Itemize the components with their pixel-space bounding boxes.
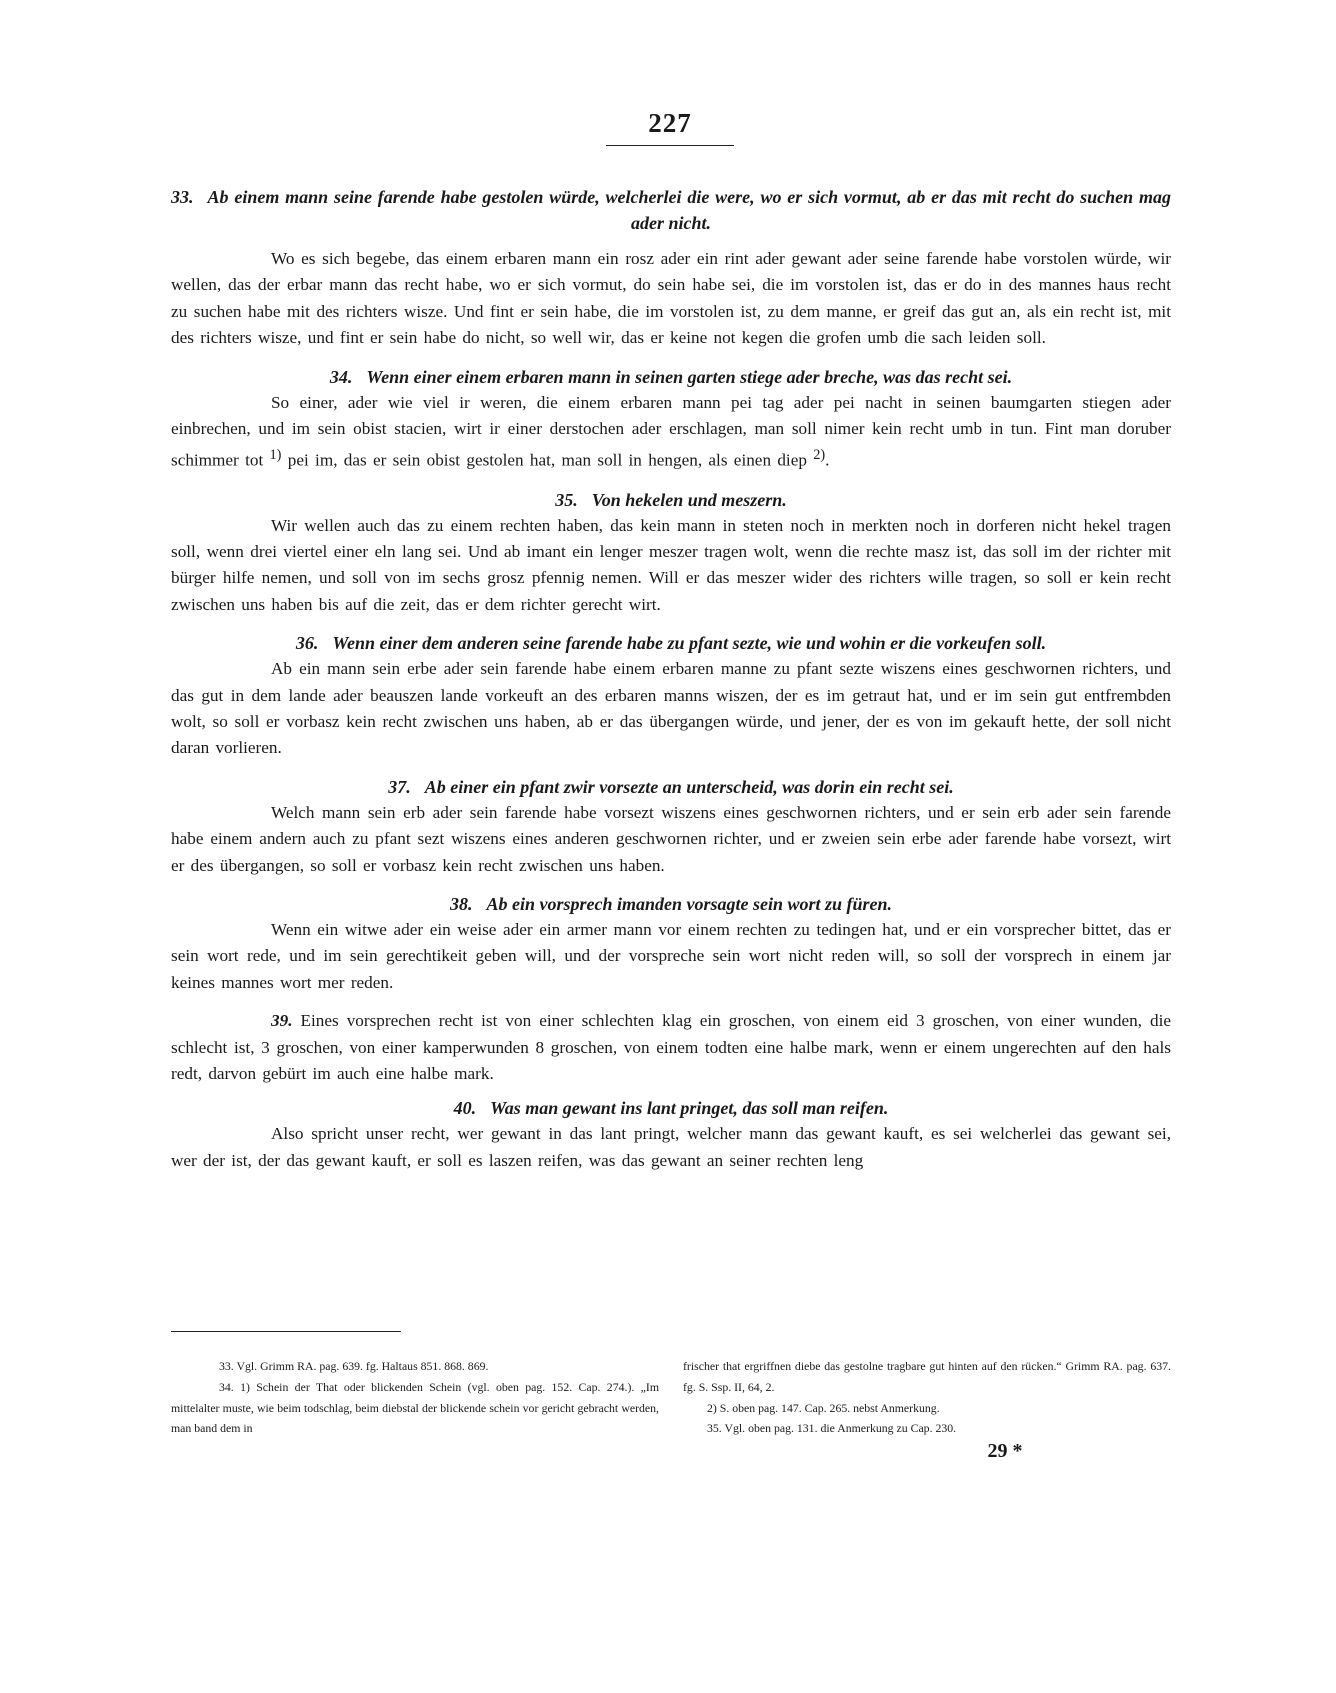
section-39 <box>171 1008 1171 1087</box>
section-heading <box>171 891 1171 917</box>
section-33 <box>171 184 1171 352</box>
section-title: Wenn einer einem erbaren mann in seinen garten stiege ader breche, was das recht sei. <box>366 366 1013 387</box>
footnote: 2) S. oben pag. 147. Cap. 265. nebst Anmerkung. <box>707 1400 940 1415</box>
footnote: 33. Vgl. Grimm RA. pag. 639. fg. Haltaus 851. 868. 869. <box>219 1359 489 1373</box>
section-heading <box>171 1095 1171 1121</box>
section-title: Wenn einer dem anderen seine farende habe zu pfant sezte, wie und wohin er die vorkeufen soll. <box>332 633 1047 654</box>
section-heading <box>171 774 1171 800</box>
footnote: 35. Vgl. oben pag. 131. die Anmerkung zu Cap. 230. <box>707 1421 957 1436</box>
body-text: Eines vorsprechen recht ist von einer schlechten klag ein groschen, von einem eid 3 groschen, von einer wunden, die schlecht ist, 3 groschen, von einer kamperwunden 8 groschen, von einem todten eine halbe mark, wenn er einem ungerechten auf den hals redt, darvon gebürt im auch eine halbe mark. <box>171 1011 1171 1084</box>
footnote-marker: 2) <box>813 447 826 464</box>
section-body: Wir wellen auch das zu einem rechten haben, das kein mann in steten noch in merkten noch in dorferen nicht hekel tragen soll, wenn drei viertel einer eln lang sei. Und ab imant ein lenger meszer tragen wolt, wenn die rechte masz ist, das soll im der richter mit bürger hilfe nemen, und soll von im sechs grosz pfennig nemen. Will er das meszer wider des richters wille tragen, so soll er kein recht zwischen uns haben bis auf die zeit, das er dem richter gerecht wirt. <box>171 515 1171 614</box>
section-title: Was man gewant ins lant pringet, das soll man reifen. <box>490 1098 889 1119</box>
section-number: 40. <box>453 1098 477 1119</box>
section-38 <box>171 891 1171 996</box>
page-number: 227 <box>648 108 692 138</box>
footnote-rule <box>171 1331 401 1332</box>
footnote: 34. 1) Schein der That oder blickenden Schein (vgl. oben pag. 152. Cap. 274.). „Im mittelalter muste, wie beim todschlag, beim diebstal der blickende schein vor gericht gebracht werden, man band dem in <box>171 1379 659 1436</box>
section-heading <box>171 630 1171 656</box>
section-37 <box>171 774 1171 879</box>
section-36 <box>171 630 1171 762</box>
section-34 <box>171 364 1171 475</box>
section-heading <box>171 184 1171 236</box>
section-body: Also spricht unser recht, wer gewant in das lant pringt, welcher mann das gewant kauft, es sei welcherlei das gewant sei, wer der ist, der das gewant kauft, er soll es laszen reifen, was das gewant an seiner rechten leng <box>171 1124 1171 1170</box>
section-body <box>171 390 1171 475</box>
footnotes <box>171 1356 1171 1439</box>
section-heading <box>171 364 1171 390</box>
footnote: frischer that ergriffnen diebe das gestolne tragbare gut hinten auf den rücken.“ Grimm RA. pag. 637. fg. S. Ssp. II, 64, 2. <box>683 1359 1171 1394</box>
body-text: pei im, das er sein obist gestolen hat, man soll in hengen, als einen diep <box>281 451 807 471</box>
section-number: 34. <box>329 366 353 387</box>
section-title: Ab einer ein pfant zwir vorsezte an unterscheid, was dorin ein recht sei. <box>424 776 954 797</box>
section-35 <box>171 487 1171 619</box>
body-text: So einer, ader wie viel ir weren, die einem erbaren mann pei tag ader pei nacht in seinen baumgarten stiegen ader einbrechen, und im sein obist stacien, wirt ir einer derstochen ader erschlagen, man soll nimer kein recht umb in tun. Fint man doruber schimmer tot <box>171 392 1171 471</box>
section-number: 39. <box>271 1011 293 1031</box>
section-body <box>171 1008 1171 1087</box>
section-body: Wo es sich begebe, das einem erbaren mann ein rosz ader ein rint ader gewant ader seine farende habe vorstolen würde, wir wellen, das der erbar mann das recht habe, wo er sich vormut, do sein habe sei, die im vorstolen ist, das er do in des mannes haus recht zu suchen habe mit des richters wisze. Und fint er sein habe, die im vorstolen ist, zu dem manne, er greif das gut an, als ein recht ist, mit des richters wisze, und fint er sein habe do nicht, so well wir, das er keine not kegen die grofen umb die sach leiden soll. <box>171 249 1171 348</box>
section-body: Ab ein mann sein erbe ader sein farende habe einem erbaren manne zu pfant sezte wiszens eines geschwornen richters, und das gut in dem lande ader beauszen lande vorkeuft an des erbaren manns wiszen, der es im getraut hat, und er im sein gut entfrembden wolt, so soll er vorbasz kein recht zwischen uns haben, ab er das übergangen würde, und jener, der es von im gekauft hette, der soll nicht daran vorlieren. <box>171 659 1171 758</box>
section-title: Ab einem mann seine farende habe gestolen würde, welcherlei die were, wo er sich vormut, ab er das mit recht do suchen mag ader nicht. <box>207 187 1171 233</box>
body-text: . <box>825 451 830 471</box>
section-number: 35. <box>555 489 578 510</box>
section-title: Ab ein vorsprech imanden vorsagte sein wort zu füren. <box>486 894 893 915</box>
section-40 <box>171 1095 1171 1174</box>
section-number: 37. <box>388 776 411 797</box>
section-number: 36. <box>295 633 319 654</box>
signature-mark: 29 * <box>987 1440 1023 1462</box>
main-text <box>171 184 1171 1174</box>
section-body: Welch mann sein erb ader sein farende habe vorsezt wiszens eines geschwornen richters, und er sein erb ader sein farende habe einem andern auch zu pfant sezt wiszens eines anderen geschwornen richter, und er zweien sein erbe ader farende habe vorsezt, wirt er des übergangen, so soll er vorbasz kein recht zwischen uns haben. <box>171 802 1171 875</box>
section-title: Von hekelen und meszern. <box>591 489 787 510</box>
section-number: 33. <box>171 187 194 207</box>
footnote-marker: 1) <box>269 447 282 464</box>
footnotes-left-column <box>171 1356 659 1439</box>
section-body: Wenn ein witwe ader ein weise ader ein armer mann vor einem rechten zu tedingen hat, und er ein vorsprecher bittet, das er sein wort rede, und im sein gerechtikeit geben will, und der vorspreche sein wort nicht reden will, so soll der vorsprech in einem jar keines mannes wort mer reden. <box>171 920 1171 992</box>
section-heading <box>171 487 1171 513</box>
page-number-rule <box>606 145 734 146</box>
footnotes-right-column <box>683 1356 1171 1439</box>
section-number: 38. <box>449 894 473 915</box>
